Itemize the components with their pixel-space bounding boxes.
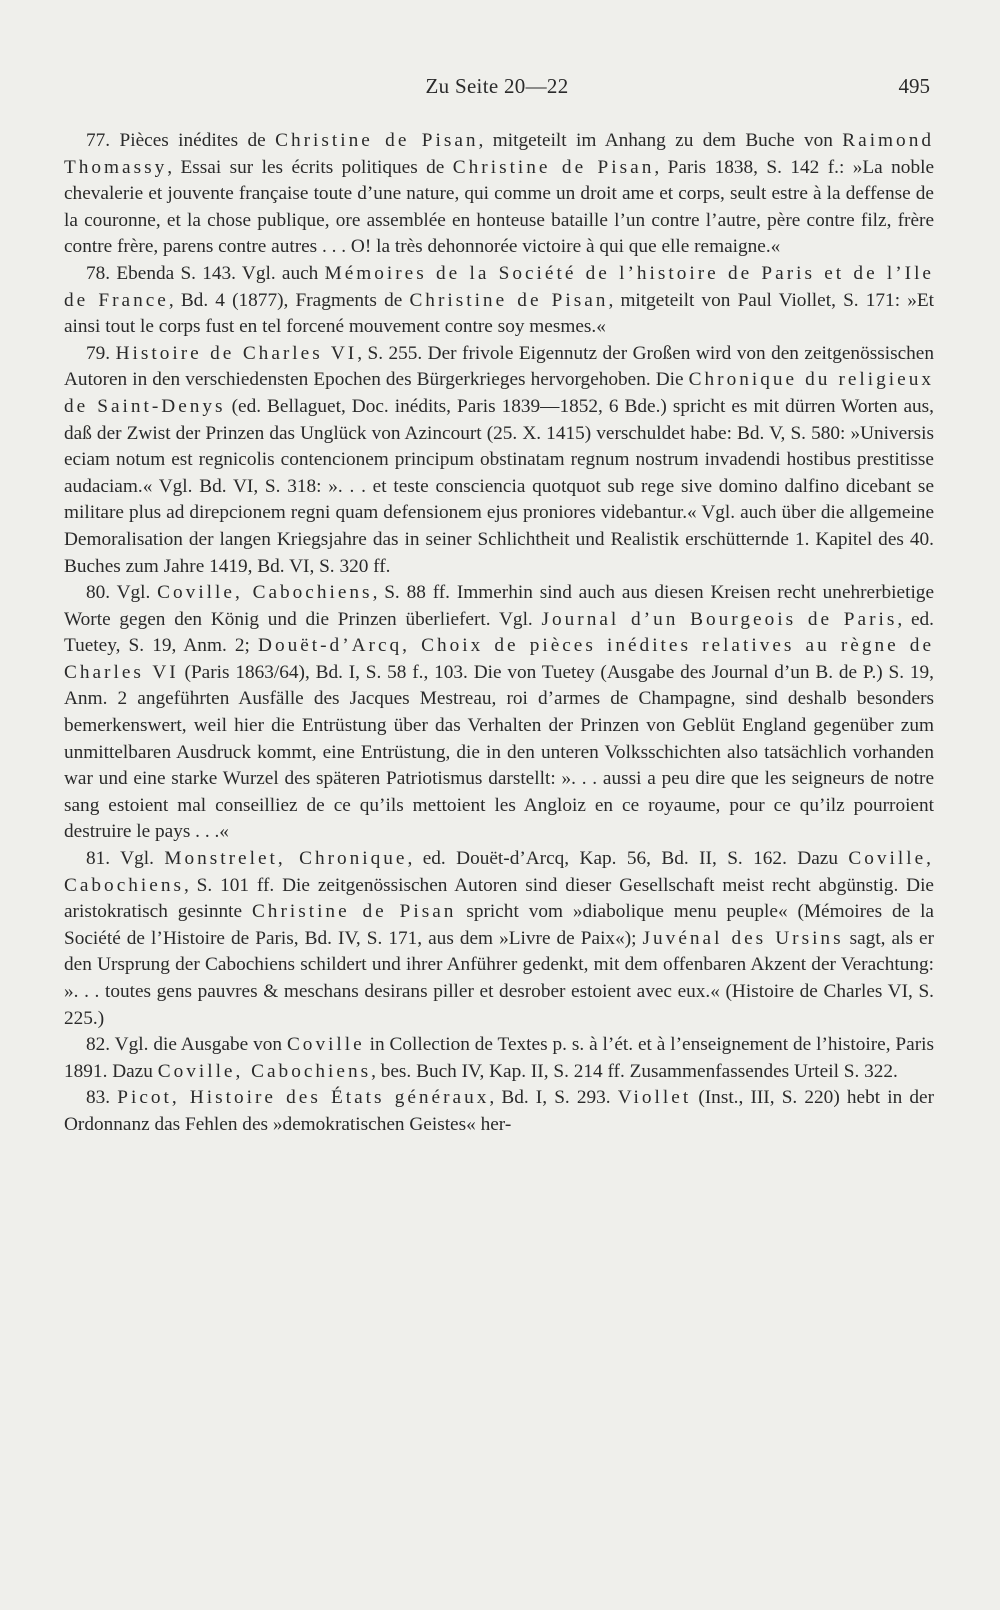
endnote-number: 81. bbox=[86, 848, 111, 870]
endnote bbox=[64, 1032, 934, 1085]
endnote bbox=[64, 128, 934, 261]
endnote-text: , bes. Buch IV, Kap. II, S. 214 ff. Zusammenfassendes Urteil S. 322. bbox=[371, 1060, 898, 1082]
endnote-text: sagt, als er den Ursprung der Cabochiens schildert und ihrer Anführer gedenkt, mit dem offenbaren Akzent der Verachtung: ». . . toutes gens pauvres & meschans desirans piller et desrober estoient avec eux.« (Histoire de Charles VI, S. 225.) bbox=[64, 927, 934, 1029]
spaced-name: Picot, Histoire des États généraux bbox=[117, 1087, 490, 1109]
endnote-text: , ed. Douët-d’Arcq, Kap. 56, Bd. II, S. 162. Dazu bbox=[407, 848, 849, 870]
spaced-name: Mémoires de la Société de l’histoire de Paris et de l’Ile de France bbox=[64, 262, 934, 311]
endnote-text: spricht vom »diabolique menu peuple« (Mémoires de la Société de l’Histoire de Paris, Bd. IV, S. 171, aus dem »Livre de Paix«); bbox=[64, 901, 934, 949]
endnote bbox=[64, 846, 934, 1032]
endnote-number: 77. bbox=[86, 130, 111, 151]
spaced-name: Raimond Thomassy bbox=[64, 130, 934, 178]
spaced-name: Christine de Pisan bbox=[275, 130, 479, 151]
endnote-text: Ebenda S. 143. Vgl. auch bbox=[116, 262, 325, 284]
endnote-text: Vgl. bbox=[116, 582, 158, 604]
spaced-name: Histoire de Charles VI bbox=[115, 342, 358, 364]
spaced-name: Coville bbox=[286, 1034, 365, 1056]
running-head: Zu Seite 20—22 bbox=[425, 74, 569, 98]
endnote-text: , ed. Tuetey, S. 19, Anm. 2; bbox=[64, 608, 934, 657]
endnote-number: 82. bbox=[86, 1034, 111, 1056]
endnote-text: , S. 88 ff. Immerhin sind auch aus diesen Kreisen recht unehrerbietige Worte gegen den König und die Prinzen überliefert. Vgl. bbox=[64, 582, 935, 630]
endnote-text: (Paris 1863/64), Bd. I, S. 58 f., 103. Die von Tuetey (Ausgabe des Journal d’un B. de P.) S. 19, Anm. 2 angeführten Ausfälle des Jacques Mestreau, roi d’armes de Champagne, sind deshalb besonders bemerkenswert, weil hier die Entrüstung über das Verhalten der Prinzen von Geblüt England gegenüber zum unmittelbaren Ausdruck kommt, eine Entrüstung, die in den unteren Volksschichten also tatsächlich vorhanden war und eine starke Wurzel des späteren Patriotismus darstellt: ». . . aussi a peu dire que les seigneurs de notre sang estoient mal conseilliez de ce qu’ils mettoient les Angloiz en ce royaume, pour ce qu’ilz pourroient destruire le pays . . .« bbox=[64, 661, 934, 843]
endnote-text: , Paris 1838, S. 142 f.: »La noble chevalerie et jouvente française toute d’une nature, qui comme un droit ame et corps, seult estre à la deffense de la couronne, et la chose publique, ore assemblée en honteuse bataille l’un contre l’autre, père contre filz, frère contre frère, parens contre autres . . . O! la très dehonnorée victoire à qui que elle remaigne.« bbox=[64, 156, 935, 258]
spaced-name: Douët-d’Arcq, Choix de pièces inédites relatives au règne de Charles VI bbox=[64, 635, 934, 683]
spaced-name: Chronique du religieux de Saint-Denys bbox=[64, 369, 934, 417]
endnote-number: 83. bbox=[86, 1087, 111, 1109]
endnote-text: , S. 255. Der frivole Eigennutz der Großen wird von den zeitgenössischen Autoren in den verschiedensten Epochen des Bürgerkrieges hervorgehoben. Die bbox=[64, 342, 934, 391]
endnote-text: , Bd. I, S. 293. bbox=[489, 1087, 618, 1109]
endnote-text: , Bd. 4 (1877), Fragments de bbox=[168, 289, 410, 311]
endnote-text: , mitgeteilt im Anhang zu dem Buche von bbox=[478, 130, 843, 151]
endnote-text: (Inst., III, S. 220) hebt in der Ordonnanz das Fehlen des »demokratischen Geistes« her- bbox=[64, 1087, 934, 1135]
endnote-text: in Collection de Textes p. s. à l’ét. et à l’enseignement de l’histoire, Paris 1891. Dazu bbox=[64, 1034, 934, 1082]
spaced-name: Coville, Cabochiens bbox=[64, 848, 934, 896]
endnote-number: 79. bbox=[86, 342, 111, 364]
spaced-name: Monstrelet, Chronique bbox=[164, 848, 408, 870]
endnote-text: , mitgeteilt von Paul Viollet, S. 171: »Et ainsi tout le corps fust en tel forcené mouvement contre soy mesmes.« bbox=[64, 289, 934, 338]
endnotes bbox=[64, 128, 934, 1139]
page-header bbox=[64, 74, 930, 104]
endnote bbox=[64, 1085, 934, 1138]
endnote-number: 80. bbox=[86, 582, 111, 604]
endnote-text: Vgl. die Ausgabe von bbox=[114, 1034, 287, 1056]
page-number: 495 bbox=[898, 74, 930, 98]
endnote-text: Pièces inédites de bbox=[119, 130, 276, 151]
spaced-name: Viollet bbox=[617, 1087, 692, 1109]
spaced-name: Christine de Pisan bbox=[251, 901, 457, 923]
endnote-text: (ed. Bellaguet, Doc. inédits, Paris 1839—1852, 6 Bde.) spricht es mit dürren Worten aus, daß der Zwist der Prinzen das Unglück von Azincourt (25. X. 1415) verschuldet habe: Bd. V, S. 580: »Universis eciam notum est regnicolis contencionem principum obstinatam regnum nostrum invadendi hostibus prestitisse audaciam.« Vgl. Bd. VI, S. 318: ». . . et teste consciencia quotquot sub rege sive domino dalfino dicebant se militare plus ad direpcionem regni quam defensionem ejus proniores videbantur.« Vgl. auch über die allgemeine Demoralisation der langen Kriegsjahre das in seiner Schlichtheit und Realistik erschütternde 1. Kapitel des 40. Buches zum Jahre 1419, Bd. VI, S. 320 ff. bbox=[64, 395, 935, 577]
endnote bbox=[64, 261, 934, 341]
spaced-name: Journal d’un Bourgeois de Paris bbox=[541, 608, 898, 630]
endnote bbox=[64, 580, 934, 846]
endnote-text: , Essai sur les écrits politiques de bbox=[167, 156, 453, 178]
spaced-name: Coville, Cabochiens bbox=[157, 582, 373, 604]
spaced-name: Christine de Pisan bbox=[452, 156, 655, 178]
spaced-name: Christine de Pisan bbox=[409, 289, 609, 311]
spaced-name: Coville, Cabochiens bbox=[157, 1060, 372, 1082]
spaced-name: Juvénal des Ursins bbox=[642, 927, 844, 949]
endnote-text: Vgl. bbox=[120, 848, 165, 870]
endnote-text: , S. 101 ff. Die zeitgenössischen Autoren sind dieser Gesellschaft meist recht abgünstig. Die aristokratisch gesinnte bbox=[64, 874, 934, 923]
endnote bbox=[64, 341, 934, 580]
endnote-number: 78. bbox=[86, 262, 111, 284]
